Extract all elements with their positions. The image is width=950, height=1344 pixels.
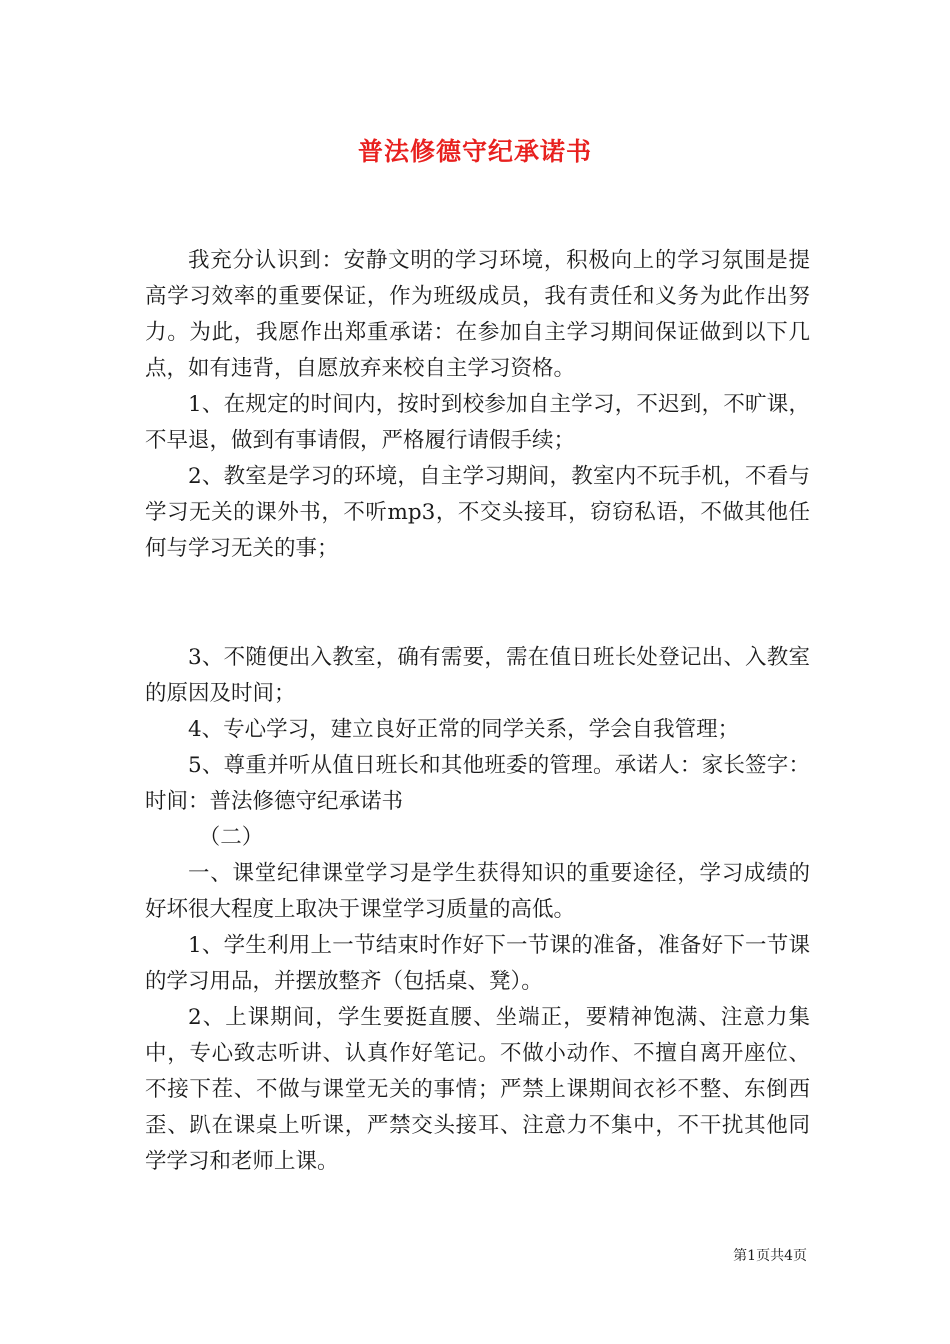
intro-paragraph: 我充分认识到：安静文明的学习环境，积极向上的学习氛围是提高学习效率的重要保证，作为班级成员，我有责任和义务为此作出努力。为此，我愿作出郑重承诺：在参加自主学习期间保证做到以下几点，如有违背，自愿放弃来校自主学习资格。 [145, 248, 810, 381]
rule-paragraph-2: 2、教室是学习的环境，自主学习期间，教室内不玩手机，不看与学习无关的课外书，不听mp3，不交头接耳，窃窃私语，不做其他任何与学习无关的事； [145, 464, 810, 561]
classroom-rule-2: 2、上课期间，学生要挺直腰、坐端正，要精神饱满、注意力集中，专心致志听讲、认真作好笔记。不做小动作、不擅自离开座位、不接下茬、不做与课堂无关的事情；严禁上课期间衣衫不整、东倒西歪、趴在课桌上听课，严禁交头接耳、注意力不集中，不干扰其他同学学习和老师上课。 [145, 1005, 810, 1174]
rule-paragraph-3: 3、不随便出入教室，确有需要，需在值日班长处登记出、入教室的原因及时间； [145, 645, 810, 706]
page-number: 第1页共4页 [733, 1248, 807, 1264]
rule-paragraph-1: 1、在规定的时间内，按时到校参加自主学习，不迟到，不旷课，不早退，做到有事请假，严格履行请假手续； [145, 392, 810, 453]
rule-paragraph-5: 5、尊重并听从值日班长和其他班委的管理。承诺人：家长签字：时间：普法修德守纪承诺书 [145, 753, 810, 814]
classroom-discipline-paragraph: 一、课堂纪律课堂学习是学生获得知识的重要途径，学习成绩的好坏很大程度上取决于课堂学习质量的高低。 [145, 861, 810, 922]
body-section-2 [145, 640, 810, 1180]
body-section-1 [145, 243, 810, 567]
page-title: 普法修德守纪承诺书 [357, 137, 592, 166]
classroom-rule-1: 1、学生利用上一节结束时作好下一节课的准备，准备好下一节课的学习用品，并摆放整齐（包括桌、凳）。 [145, 933, 810, 994]
section-heading-two: （二） [198, 825, 264, 850]
rule-paragraph-4: 4、专心学习，建立良好正常的同学关系，学会自我管理； [188, 717, 740, 742]
